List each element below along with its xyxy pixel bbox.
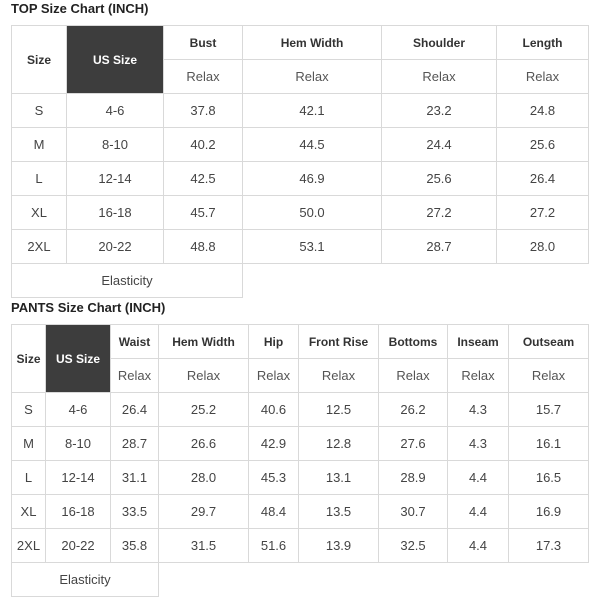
pants-table-cell: 13.5 [299,495,379,529]
pants-table-cell: 27.6 [379,427,448,461]
pants-table-cell: S [12,393,46,427]
pants-size-table [11,324,589,597]
top-elasticity-value [243,264,589,298]
pants-table-cell: 12-14 [46,461,111,495]
pants-table-cell: 13.9 [299,529,379,563]
top-table-cell: 27.2 [382,196,497,230]
pants-table-cell: 28.9 [379,461,448,495]
top-header-us-size: US Size [67,26,164,94]
top-header-length: Length [497,26,589,60]
pants-table-cell: XL [12,495,46,529]
top-relax-cell: Relax [382,60,497,94]
pants-table-cell: 28.7 [111,427,159,461]
pants-table-cell: 48.4 [249,495,299,529]
top-header-hem-width: Hem Width [243,26,382,60]
pants-table-cell: 40.6 [249,393,299,427]
pants-table-cell: 4.4 [448,461,509,495]
top-header-bust: Bust [164,26,243,60]
top-header-size: Size [12,26,67,94]
pants-relax-cell: Relax [249,359,299,393]
top-elasticity-label: Elasticity [12,264,243,298]
top-relax-cell: Relax [164,60,243,94]
pants-header-size: Size [12,325,46,393]
top-table-cell: 24.8 [497,94,589,128]
pants-table-cell: 29.7 [159,495,249,529]
pants-table-cell: 4.4 [448,495,509,529]
pants-elasticity-label: Elasticity [12,563,159,597]
top-table-cell: M [12,128,67,162]
top-table-cell: 27.2 [497,196,589,230]
top-table-cell: 23.2 [382,94,497,128]
pants-header-row [12,325,589,359]
top-table-cell: 42.1 [243,94,382,128]
pants-table-cell: 45.3 [249,461,299,495]
top-table-cell: 40.2 [164,128,243,162]
top-table-cell: 16-18 [67,196,164,230]
pants-table-cell: 35.8 [111,529,159,563]
pants-table-cell: 16.5 [509,461,589,495]
pants-table-cell: 51.6 [249,529,299,563]
pants-header-hem-width: Hem Width [159,325,249,359]
top-table-row [12,94,589,128]
top-table-cell: 2XL [12,230,67,264]
top-table-cell: 25.6 [382,162,497,196]
top-table-cell: 12-14 [67,162,164,196]
top-table-cell: 28.0 [497,230,589,264]
pants-header-bottoms: Bottoms [379,325,448,359]
pants-table-cell: 31.1 [111,461,159,495]
pants-table-cell: 31.5 [159,529,249,563]
top-header-row [12,26,589,60]
top-table-cell: XL [12,196,67,230]
pants-relax-cell: Relax [299,359,379,393]
pants-elasticity-value [159,563,589,597]
top-table-cell: 46.9 [243,162,382,196]
top-table-row [12,128,589,162]
pants-relax-cell: Relax [509,359,589,393]
pants-table-cell: 26.2 [379,393,448,427]
pants-table-cell: 33.5 [111,495,159,529]
pants-relax-cell: Relax [379,359,448,393]
pants-table-cell: 4.3 [448,427,509,461]
top-table-cell: 44.5 [243,128,382,162]
pants-table-cell: 26.6 [159,427,249,461]
top-table-row [12,230,589,264]
pants-table-cell: L [12,461,46,495]
pants-table-cell: 8-10 [46,427,111,461]
pants-relax-cell: Relax [159,359,249,393]
pants-table-cell: 20-22 [46,529,111,563]
pants-header-outseam: Outseam [509,325,589,359]
pants-table-cell: 26.4 [111,393,159,427]
pants-header-us-size: US Size [46,325,111,393]
pants-table-cell: M [12,427,46,461]
pants-table-cell: 42.9 [249,427,299,461]
top-table-cell: 42.5 [164,162,243,196]
pants-header-waist: Waist [111,325,159,359]
top-table-cell: 26.4 [497,162,589,196]
top-footer-row [12,264,589,298]
top-table-cell: 24.4 [382,128,497,162]
pants-table-cell: 4.4 [448,529,509,563]
top-table-cell: 20-22 [67,230,164,264]
pants-table-cell: 15.7 [509,393,589,427]
pants-footer-row [12,563,589,597]
top-header-shoulder: Shoulder [382,26,497,60]
top-table-cell: S [12,94,67,128]
pants-table-cell: 16.1 [509,427,589,461]
top-table-cell: 50.0 [243,196,382,230]
pants-table-cell: 4.3 [448,393,509,427]
pants-size-chart-title: PANTS Size Chart (INCH) [11,300,166,315]
top-table-cell: 8-10 [67,128,164,162]
top-table-row [12,162,589,196]
top-table-cell: 28.7 [382,230,497,264]
pants-header-front-rise: Front Rise [299,325,379,359]
top-table-cell: L [12,162,67,196]
pants-table-cell: 12.5 [299,393,379,427]
top-size-chart-title: TOP Size Chart (INCH) [11,1,149,16]
pants-table-cell: 16-18 [46,495,111,529]
top-size-table [11,25,589,298]
pants-table-cell: 13.1 [299,461,379,495]
top-table-cell: 25.6 [497,128,589,162]
pants-table-row [12,495,589,529]
pants-table-cell: 2XL [12,529,46,563]
top-table-cell: 4-6 [67,94,164,128]
top-table-cell: 53.1 [243,230,382,264]
pants-table-cell: 12.8 [299,427,379,461]
pants-table-cell: 25.2 [159,393,249,427]
pants-header-hip: Hip [249,325,299,359]
top-relax-cell: Relax [243,60,382,94]
pants-relax-cell: Relax [448,359,509,393]
pants-table-cell: 30.7 [379,495,448,529]
pants-table-row [12,427,589,461]
top-relax-cell: Relax [497,60,589,94]
top-table-row [12,196,589,230]
pants-header-inseam: Inseam [448,325,509,359]
pants-table-cell: 4-6 [46,393,111,427]
top-table-cell: 37.8 [164,94,243,128]
pants-table-cell: 32.5 [379,529,448,563]
pants-table-row [12,529,589,563]
top-table-cell: 45.7 [164,196,243,230]
top-table-cell: 48.8 [164,230,243,264]
pants-table-row [12,461,589,495]
pants-table-cell: 28.0 [159,461,249,495]
pants-table-cell: 16.9 [509,495,589,529]
pants-table-row [12,393,589,427]
pants-table-cell: 17.3 [509,529,589,563]
pants-relax-cell: Relax [111,359,159,393]
